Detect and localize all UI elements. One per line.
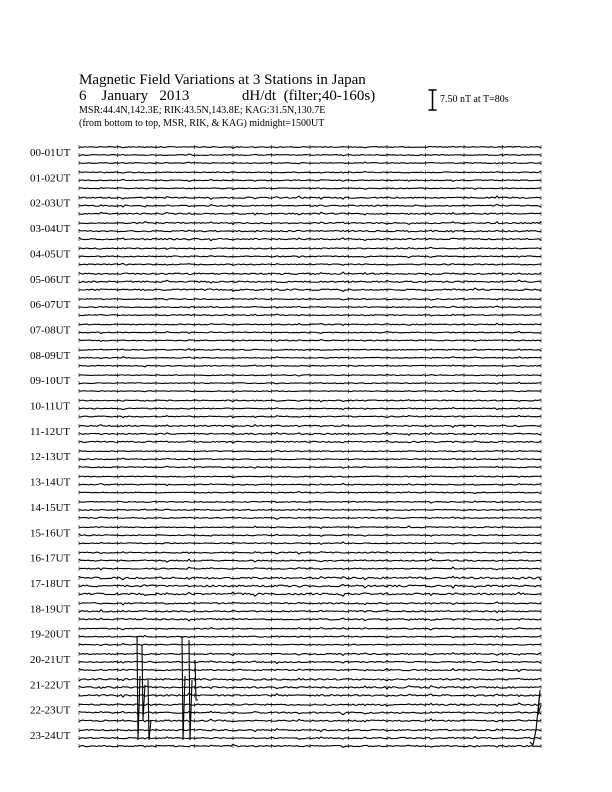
order-text: (from bottom to top, MSR, RIK, & KAG) xyxy=(79,118,247,129)
disturbance-spike xyxy=(530,690,541,745)
hour-label: 19-20UT xyxy=(30,628,71,641)
hour-label: 16-17UT xyxy=(30,552,71,565)
hour-label: 00-01UT xyxy=(30,147,71,159)
hour-row xyxy=(30,475,541,495)
hour-label: 01-02UT xyxy=(30,172,71,185)
filter-label: (filter;40-160s) xyxy=(283,88,376,104)
hour-label: 09-10UT xyxy=(30,375,71,388)
hour-row xyxy=(30,525,541,545)
disturbance-spike xyxy=(195,660,198,700)
chart-title: Magnetic Field Variations at 3 Stations in Japan xyxy=(79,72,366,88)
date-day: 6 xyxy=(79,88,87,104)
scale-label: 7.50 nT at T=80s xyxy=(440,94,509,105)
hour-label: 18-19UT xyxy=(30,603,71,616)
hour-row xyxy=(30,601,541,621)
hour-label: 07-08UT xyxy=(30,324,71,337)
station-coordinates: MSR:44.4N,142.3E; RIK:43.5N,143.8E; KAG:31.5N,130.7E xyxy=(79,105,326,116)
hour-label: 14-15UT xyxy=(30,501,71,514)
disturbance-spike xyxy=(148,680,151,740)
hour-row xyxy=(30,652,541,672)
hour-label: 21-22UT xyxy=(30,679,71,692)
hour-row xyxy=(30,196,541,216)
hour-label: 05-06UT xyxy=(30,273,71,286)
hour-row xyxy=(30,449,541,469)
hour-row xyxy=(30,576,541,596)
hour-row xyxy=(30,297,541,317)
hour-row xyxy=(30,373,541,393)
hour-row xyxy=(30,500,541,520)
hour-label: 11-12UT xyxy=(30,425,70,438)
hour-label: 22-23UT xyxy=(30,704,71,717)
date-year: 2013 xyxy=(159,88,190,104)
hour-row xyxy=(30,703,541,723)
hour-label: 08-09UT xyxy=(30,349,71,362)
date-month: January xyxy=(101,88,149,104)
disturbance-spike xyxy=(142,645,145,720)
hour-label: 06-07UT xyxy=(30,299,71,312)
hour-row xyxy=(30,246,541,266)
hour-label: 03-04UT xyxy=(30,223,71,236)
hour-row xyxy=(30,272,541,292)
hour-label: 15-16UT xyxy=(30,527,71,540)
disturbance-spike xyxy=(189,640,192,740)
hour-row xyxy=(30,399,541,419)
hour-label: 13-14UT xyxy=(30,476,71,489)
hour-label: 10-11UT xyxy=(30,400,70,413)
hour-label: 20-21UT xyxy=(30,654,71,666)
hour-row xyxy=(30,677,541,697)
hour-label: 02-03UT xyxy=(30,197,71,210)
hour-row xyxy=(30,627,541,647)
hour-row xyxy=(30,551,541,571)
hour-row xyxy=(30,322,541,342)
hour-label: 04-05UT xyxy=(30,248,71,261)
hour-label: 23-24UT xyxy=(30,730,71,743)
hour-row xyxy=(30,348,541,368)
hour-row xyxy=(30,145,541,165)
hour-row xyxy=(30,728,541,748)
hour-row xyxy=(30,221,541,241)
hour-row xyxy=(30,424,541,444)
hour-label: 17-18UT xyxy=(30,577,71,590)
disturbance-spike xyxy=(182,636,185,740)
hour-row xyxy=(30,170,541,190)
midnight-text: midnight=1500UT xyxy=(249,118,325,129)
hour-label: 12-13UT xyxy=(30,451,71,464)
quantity-label: dH/dt xyxy=(241,88,277,104)
